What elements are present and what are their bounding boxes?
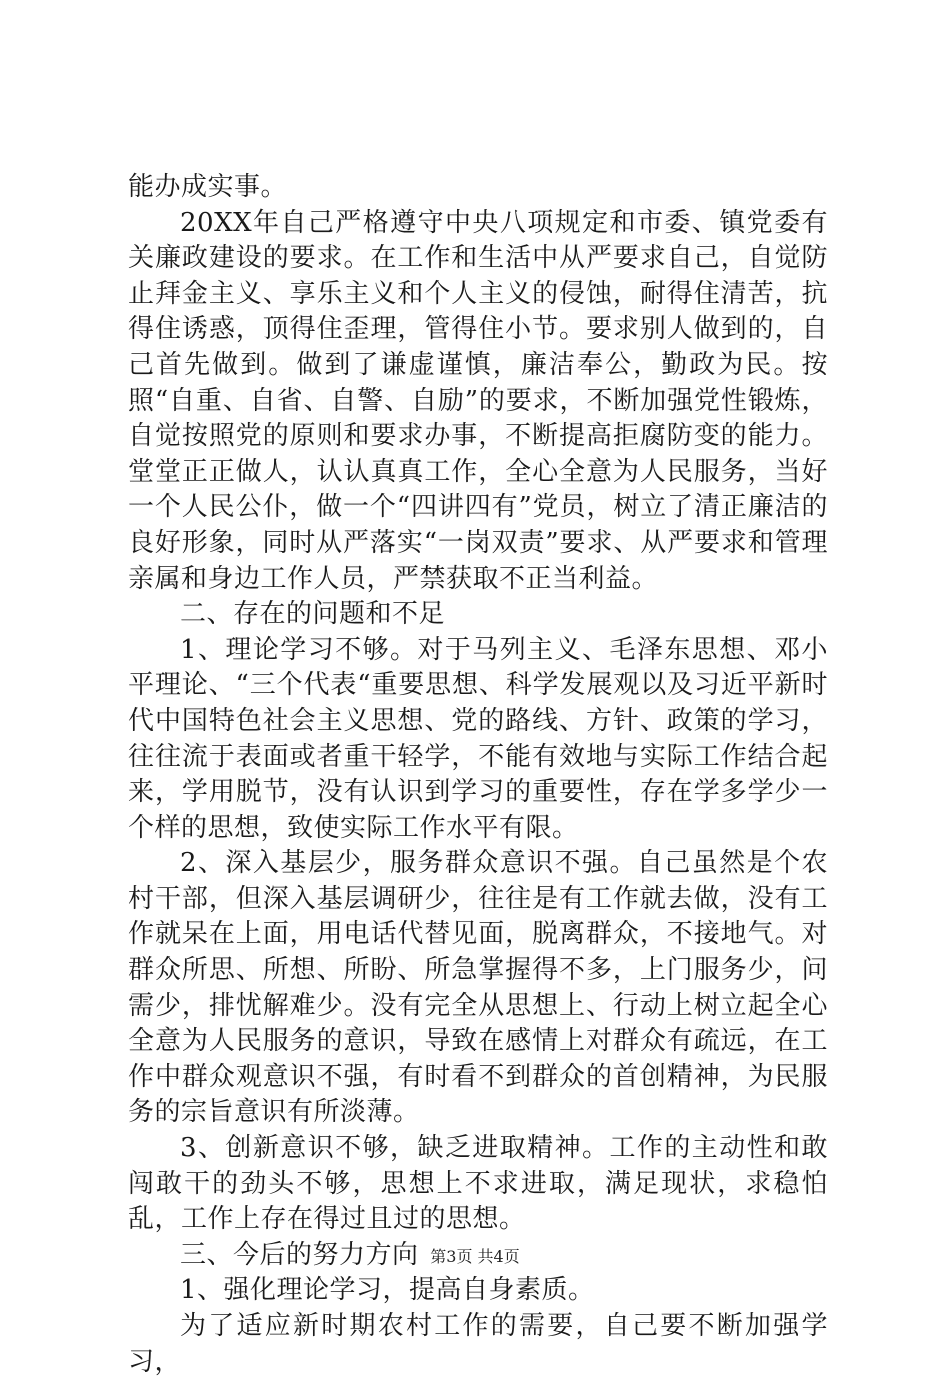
paragraph: 2、深入基层少，服务群众意识不强。自己虽然是个农村干部，但深入基层调研少，往往是有工作就去做，没有工作就呆在上面，用电话代替见面，脱离群众，不接地气。对群众所思、所想、所盼、所急掌握得不多，上门服务少，问需少，排忧解难少。没有完全从思想上、行动上树立起全心全意为人民服务的意识，导致在感情上对群众有疏远，在工作中群众观意识不强，有时看不到群众的首创精神，为民服务的宗旨意识有所淡薄。 — [128, 848, 828, 1128]
paragraph: 3、创新意识不够，缺乏进取精神。工作的主动性和敢闯敢干的劲头不够，思想上不求进取，满足现状，求稳怕乱，工作上存在得过且过的思想。 — [128, 1133, 828, 1235]
paragraph: 1、强化理论学习，提高自身素质。 — [180, 1275, 595, 1306]
paragraph: 20XX年自己严格遵守中央八项规定和市委、镇党委有关廉政建设的要求。在工作和生活中从严要求自己，自觉防止拜金主义、享乐主义和个人主义的侵蚀，耐得住清苦，抗得住诱惑，顶得住歪理，管得住小节。要求别人做到的，自己首先做到。做到了谦虚谨慎，廉洁奉公，勤政为民。按照“自重、自省、自警、自励”的要求，不断加强党性锻炼，自觉按照党的原则和要求办事，不断提高拒腐防变的能力。堂堂正正做人，认认真真工作，全心全意为人民服务，当好一个人民公仆，做一个“四讲四有”党员，树立了清正廉洁的良好形象，同时从严落实“一岗双责”要求、从严要求和管理亲属和身边工作人员，严禁获取不正当利益。 — [128, 207, 828, 594]
paragraph: 能办成实事。 — [128, 172, 288, 202]
paragraph: 三、今后的努力方向 — [180, 1239, 419, 1270]
body-text — [128, 170, 828, 1380]
page-footer: 第3页 共4页 — [430, 1247, 520, 1266]
paragraph: 为了适应新时期农村工作的需要，自己要不断加强学习， — [128, 1311, 828, 1377]
paragraph: 二、存在的问题和不足 — [180, 599, 446, 630]
paragraph: 1、理论学习不够。对于马列主义、毛泽东思想、邓小平理论、“三个代表“重要思想、科学发展观以及习近平新时代中国特色社会主义思想、党的路线、方针、政策的学习，往往流于表面或者重干轻学，不能有效地与实际工作结合起来，学用脱节，没有认识到学习的重要性，存在学多学少一个样的思想，致使实际工作水平有限。 — [128, 634, 828, 843]
